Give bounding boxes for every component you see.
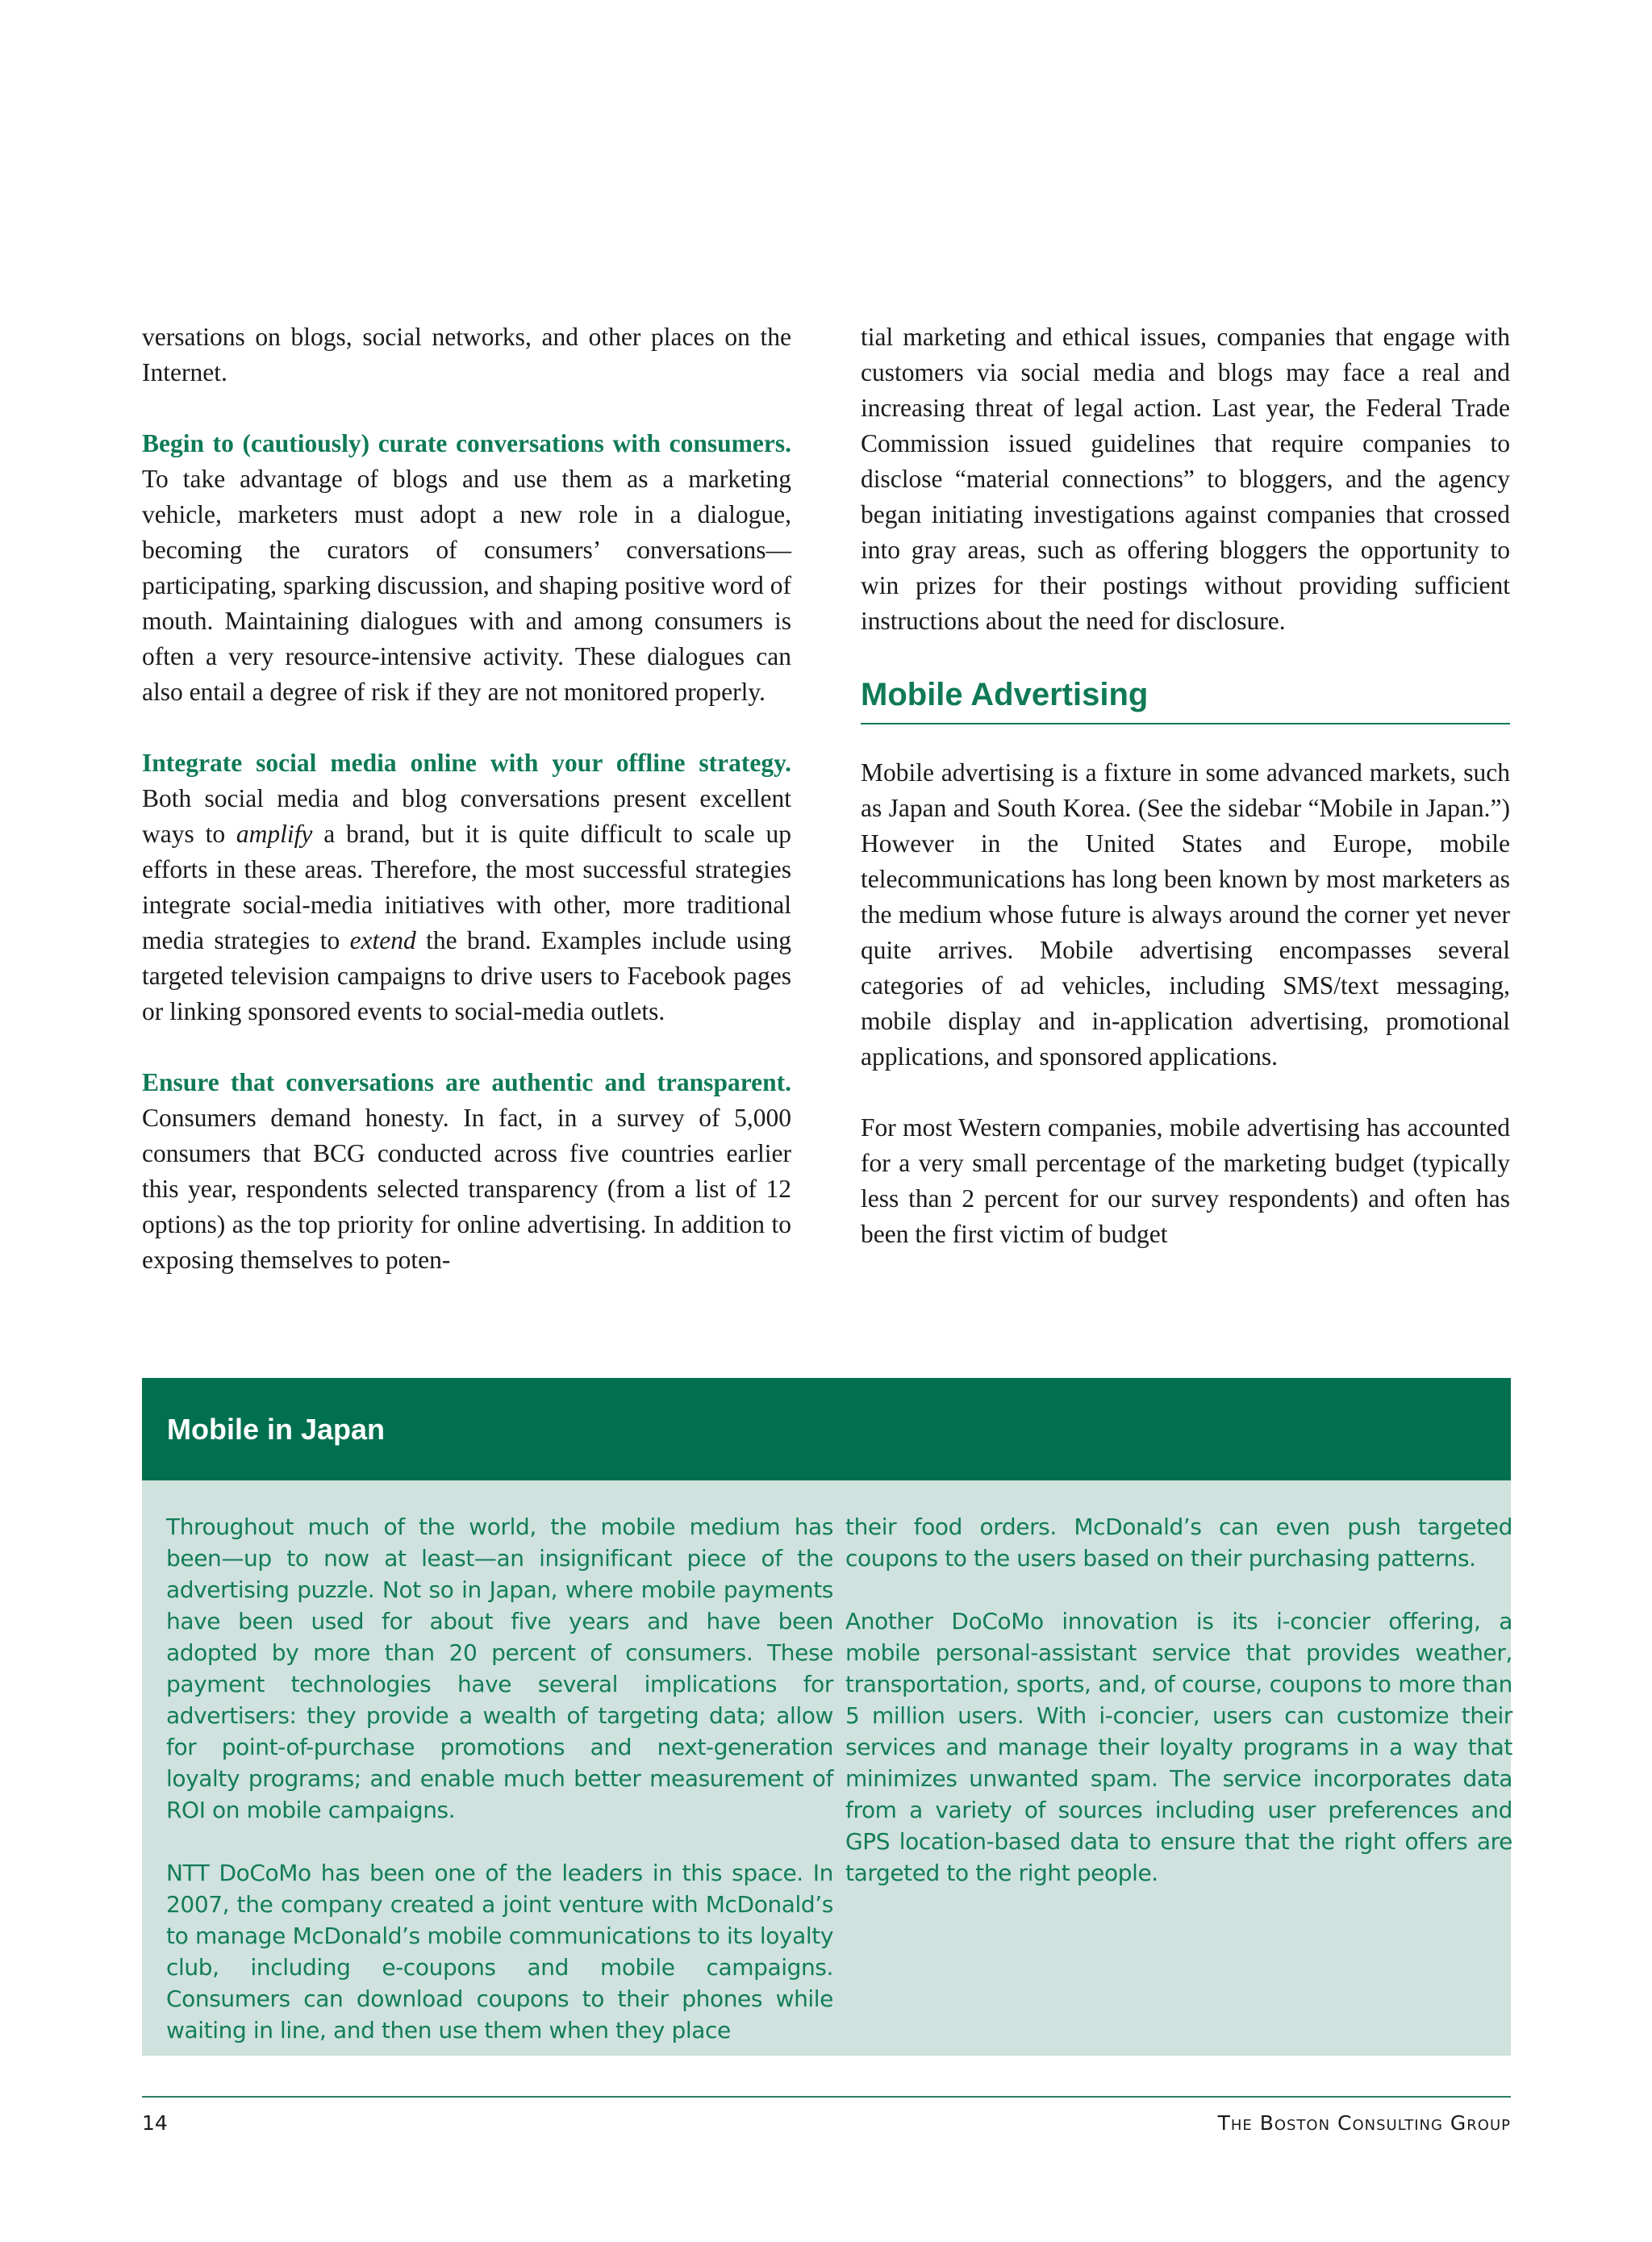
body-paragraph [142, 745, 791, 1029]
sidebar-title: Mobile in Japan [167, 1412, 386, 1446]
body-paragraph [142, 426, 791, 710]
sidebar-paragraph: Another DoCoMo innovation is its i-concier offering, a mobile personal-assistant service that provides weather, transportation, sports, and, of course, coupons to more than 5 million users. With i-concier, users can customize their services and manage their loyalty programs in a way that minimizes unwanted spam. The service incorporates data from a variety of sources including user preferences and GPS location-based data to ensure that the right offers are targeted to the right people. [845, 1608, 1512, 1886]
paragraph-text: Both social media and blog conversations present excellent ways to [142, 784, 791, 848]
sidebar-right-column [845, 1511, 1512, 1889]
paragraph-text: a brand, but it is quite difficult to scale up efforts in these areas. Therefore, the most successful strategies integrate social-media initiatives with other, more traditional media strategies to [142, 820, 791, 954]
body-paragraph: For most Western companies, mobile advertising has accounted for a very small percentage of the marketing budget (typically less than 2 percent for our survey respondents) and often has been the first victim of budget [861, 1113, 1510, 1248]
footer-brand: The Boston Consulting Group [1217, 2111, 1511, 2135]
paragraph-lead-heading: Ensure that conversations are authentic and transparent. [142, 1068, 791, 1096]
paragraph-lead-heading: Begin to (cautiously) curate conversations with consumers. [142, 429, 791, 457]
paragraph-text: Consumers demand honesty. In fact, in a survey of 5,000 consumers that BCG conducted across five countries earlier this year, respondents selected transparency (from a list of 12 options) as the top priority for online advertising. In addition to exposing themselves to poten- [142, 1104, 791, 1274]
body-paragraph: Mobile advertising is a fixture in some advanced markets, such as Japan and South Korea. (See the sidebar “Mobile in Japan.”) However in the United States and Europe, mobile telecommunications has long been known by most marketers as the medium whose future is always around the corner yet never quite arrives. Mobile advertising encompasses several categories of ad vehicles, including SMS/text messaging, mobile display and in-application advertising, promotional applications, and sponsored applications. [861, 758, 1510, 1071]
emphasis-text: amplify [236, 820, 313, 848]
body-paragraph: versations on blogs, social networks, and other places on the Internet. [142, 323, 791, 386]
page-number: 14 [142, 2111, 168, 2135]
paragraph-text: the brand. Examples include using targeted television campaigns to drive users to Facebook pages or linking sponsored events to social-media outlets. [142, 926, 791, 1025]
sidebar-left-column [166, 1511, 833, 2046]
body-paragraph: tial marketing and ethical issues, companies that engage with customers via social media and blogs may face a real and increasing threat of legal action. Last year, the Federal Trade Commission issued guidelines that require companies to disclose “material connections” to bloggers, and the agency began initiating investigations against companies that crossed into gray areas, such as offering bloggers the opportunity to win prizes for their postings without providing sufficient instructions about the need for disclosure. [861, 323, 1510, 635]
section-heading: Mobile Advertising [861, 674, 1510, 724]
paragraph-text: To take advantage of blogs and use them as a marketing vehicle, marketers must adopt a new role in a dialogue, becoming the curators of consumers’ conversations—participating, sparking discussion, and shaping positive word of mouth. Maintaining dialogues with and among consumers is often a very resource-intensive activity. These dialogues can also entail a degree of risk if they are not monitored properly. [142, 465, 791, 706]
sidebar-box [142, 1378, 1511, 2056]
left-column [142, 319, 791, 1278]
paragraph-lead-heading: Integrate social media online with your offline strategy. [142, 749, 791, 777]
footer-divider [142, 2096, 1511, 2098]
sidebar-header [142, 1378, 1511, 1480]
sidebar-paragraph: their food orders. McDonald’s can even push targeted coupons to the users based on their purchasing patterns. [845, 1513, 1512, 1572]
body-paragraph [142, 1065, 791, 1278]
right-column [861, 319, 1510, 1252]
sidebar-paragraph: NTT DoCoMo has been one of the leaders in this space. In 2007, the company created a joint venture with McDonald’s to manage McDonald’s mobile communications to its loyalty club, including e-coupons and mobile campaigns. Consumers can download coupons to their phones while waiting in line, and then use them when they place [166, 1860, 833, 2044]
sidebar-paragraph: Throughout much of the world, the mobile medium has been—up to now at least—an insignificant piece of the advertising puzzle. Not so in Japan, where mobile payments have been used for about five years and have been adopted by more than 20 percent of consumers. These payment technologies have several implications for advertisers: they provide a wealth of targeting data; allow for point-of-purchase promotions and next-generation loyalty programs; and enable much better measurement of ROI on mobile campaigns. [166, 1513, 833, 1823]
emphasis-text: extend [349, 926, 416, 954]
